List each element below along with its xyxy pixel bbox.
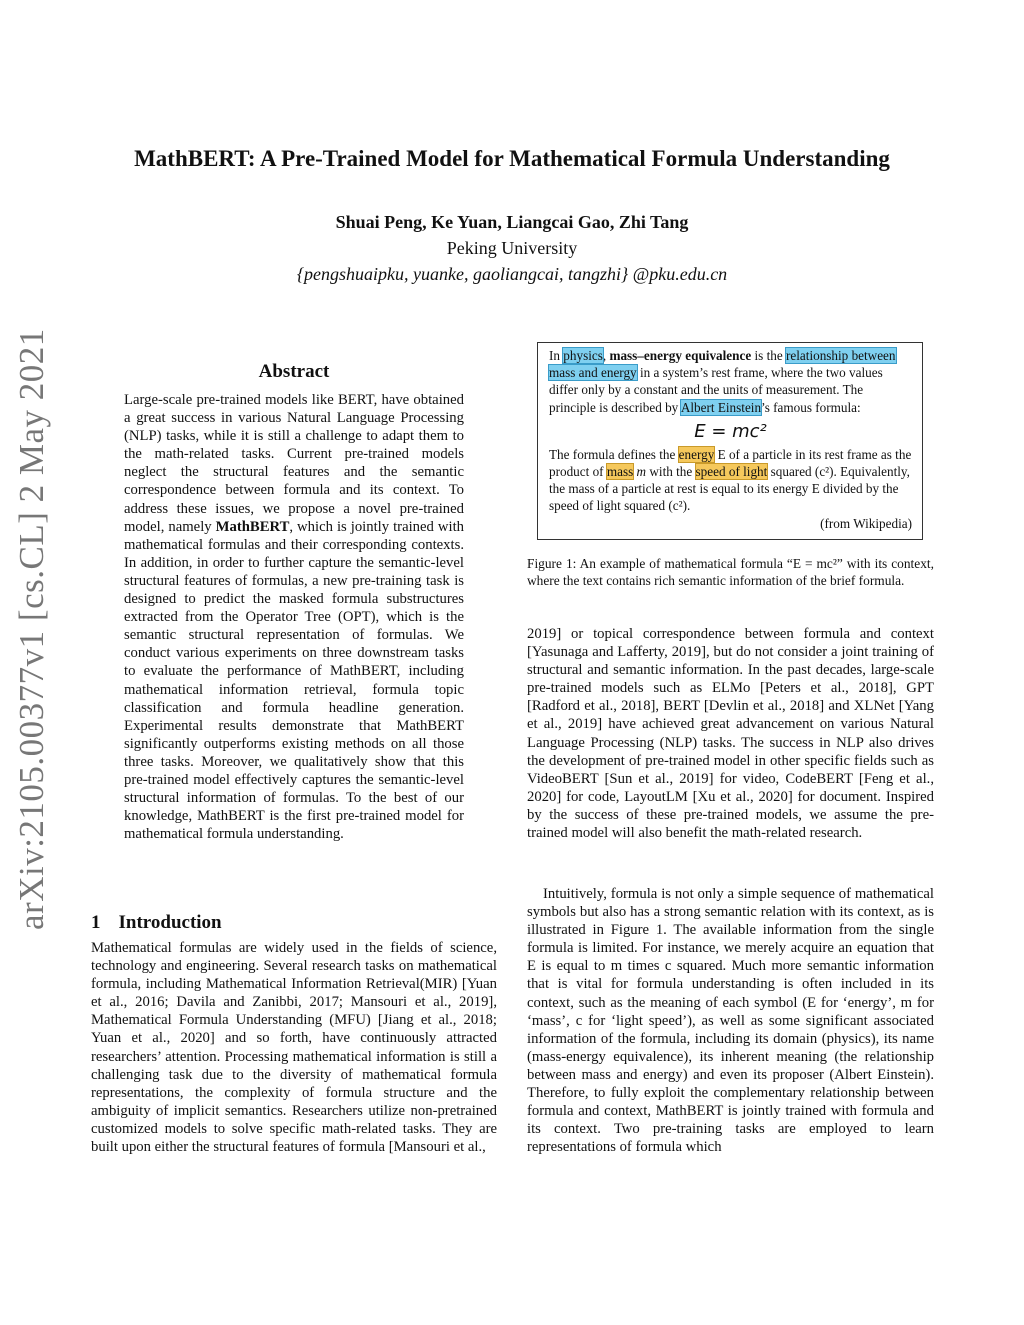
figure-text: is the <box>751 348 787 363</box>
author-list: Shuai Peng, Ke Yuan, Liangcai Gao, Zhi Tang <box>335 212 689 232</box>
figure-equation: E = mc² <box>694 420 767 442</box>
figure-source: (from Wikipedia) <box>820 515 912 531</box>
abstract-model-name: MathBERT <box>215 518 290 535</box>
highlight-energy: energy <box>678 446 715 462</box>
section-heading-introduction <box>91 912 240 934</box>
introduction-paragraph-1: Mathematical formulas are widely used in the fields of science, technology and engineering. Several research tasks on mathematical formula, including Mathematical Information Retrieval(MIR) [Yuan et al., 2016; Davila and Zanibbi, 2017; Mansouri et al., 2019], Mathematical Formula Understanding (MFU) [Jiang et al., 2018; Yuan et al., 2020] and so forth, have continuously attracted researchers’ attention. Processing mathematical information is still a challenging task due to the diversity of mathematical formula representations, the complexity of formula structure and the ambiguity of implicit semantics. Researchers utilize non-pretrained customized models to solve specific math-related tasks. They are built upon either the structural features of formula [Mansouri et al., <box>91 940 497 1156</box>
figure-text: in a system’s rest frame, where the two values differ only by a constant and the units of measurement. The principle is described by <box>549 365 883 415</box>
figure-context-paragraph-1 <box>549 347 912 416</box>
highlight-mass: mass <box>606 464 634 480</box>
figure-text: The formula defines the <box>549 446 679 462</box>
figure-math-symbol: m <box>633 464 647 480</box>
abstract-text-part-2: , which is jointly trained with mathematical formulas and their corresponding contexts. In addition, in order to further capture the semantic-level structural features of formulas, a new pre-training task is designed to predict the masked formula substructures extracted from the Operator Tree (OPT), which is the semantic structural representation of formulas. We conduct various experiments on three downstream tasks to evaluate the performance of MathBERT, including mathematical information retrieval, formula topic classification and formula headline generation. Experimental results demonstrate that MathBERT significantly outperforms existing methods on all those three tasks. Moreover, we qualitatively show that this pre-trained model effectively captures the semantic-level structural information of formulas. To the best of our knowledge, MathBERT is the first pre-trained model for mathematical formula understanding. <box>124 518 464 843</box>
author-emails: {pengshuaipku, yuanke, gaoliangcai, tangzhi} @pku.edu.cn <box>296 264 728 284</box>
figure-text: squared (c²). Equivalently, the mass of a particle at rest is equal to its energy E divided by the speed of light squared (c²). <box>549 464 910 514</box>
figure-text: with the <box>646 464 696 480</box>
figure-1-caption: Figure 1: An example of mathematical formula “E = mc²” with its context, where the text contains rich semantic information of the brief formula. <box>527 556 934 589</box>
figure-context-paragraph-2 <box>549 446 912 515</box>
right-column-paragraph-1: 2019] or topical correspondence between formula and context [Yasunaga and Lafferty, 2019], but do not consider a joint training of structural and semantic information. In the past decades, large-scale pre-trained models such as ELMo [Peters et al., 2018], GPT [Radford et al., 2018], BERT [Devlin et al., 2018] and XLNet [Yang et al., 2019] have achieved great advancement on various Natural Language Processing (NLP) tasks. The success in NLP also drives the development of pre-trained model in other specific fields such as VideoBERT [Sun et al., 2019] for video, CodeBERT [Feng et al., 2020] for code, LayoutLM [Xu et al., 2020] for document. Inspired by the success of these pre-trained models, we assume the pre-trained model will also benefit the math-related research. <box>527 626 934 842</box>
arxiv-side-stamp: arXiv:2105.00377v1 [cs.CL] 2 May 2021 <box>12 328 51 930</box>
highlight-speed-of-light: speed of light <box>695 464 768 480</box>
figure-text: , <box>602 348 610 363</box>
figure-bold-term: mass–energy equivalence <box>609 348 752 363</box>
abstract-text-part-1: Large-scale pre-trained models like BERT, have obtained a great success in various Natural Language Processing (NLP) tasks, while it is still a challenge to adapt them to the math-related tasks. Current pre-trained models neglect the structural features and the semantic correspondence between formula and its context. To address these issues, we propose a novel pre-trained model, namely <box>124 392 464 535</box>
figure-text: In <box>549 348 564 363</box>
highlight-physics: physics <box>563 348 603 363</box>
figure-1-box <box>537 342 923 540</box>
right-column-paragraph-2: Intuitively, formula is not only a simple sequence of mathematical symbols but also has a strong semantic relation with its context, as is illustrated in Figure 1. The available information from the single formula is limited. For instance, we merely acquire an equation that E is equal to m times c squared. Much more semantic information that is vital for formula understanding is often included in its context, such as the meaning of each symbol (E for ‘energy’, m for ‘mass’, c for ‘light speed’), as well as some significant associated information of the formula, including its domain (physics), its name (mass-energy equivalence), its inherent meaning (the relationship between mass and energy) and even its proposer (Albert Einstein). Therefore, to fully exploit the complementary relationship between formula and context, MathBERT is jointly trained with formula and its context. Two pre-training tasks are employed to learn representations of formula which <box>527 886 934 1156</box>
abstract-heading: Abstract <box>258 361 330 382</box>
abstract-body <box>124 391 464 843</box>
figure-text: E of a particle in its rest frame as the product of <box>549 446 912 480</box>
section-title: Introduction <box>118 912 222 933</box>
paper-title: MathBERT: A Pre-Trained Model for Mathematical Formula Understanding <box>134 146 890 171</box>
highlight-relationship: relationship between mass and energy <box>549 348 896 381</box>
section-number: 1 <box>91 912 101 933</box>
affiliation: Peking University <box>446 238 578 258</box>
figure-text: ’s famous formula: <box>761 399 861 415</box>
highlight-albert-einstein: Albert Einstein <box>680 399 762 415</box>
